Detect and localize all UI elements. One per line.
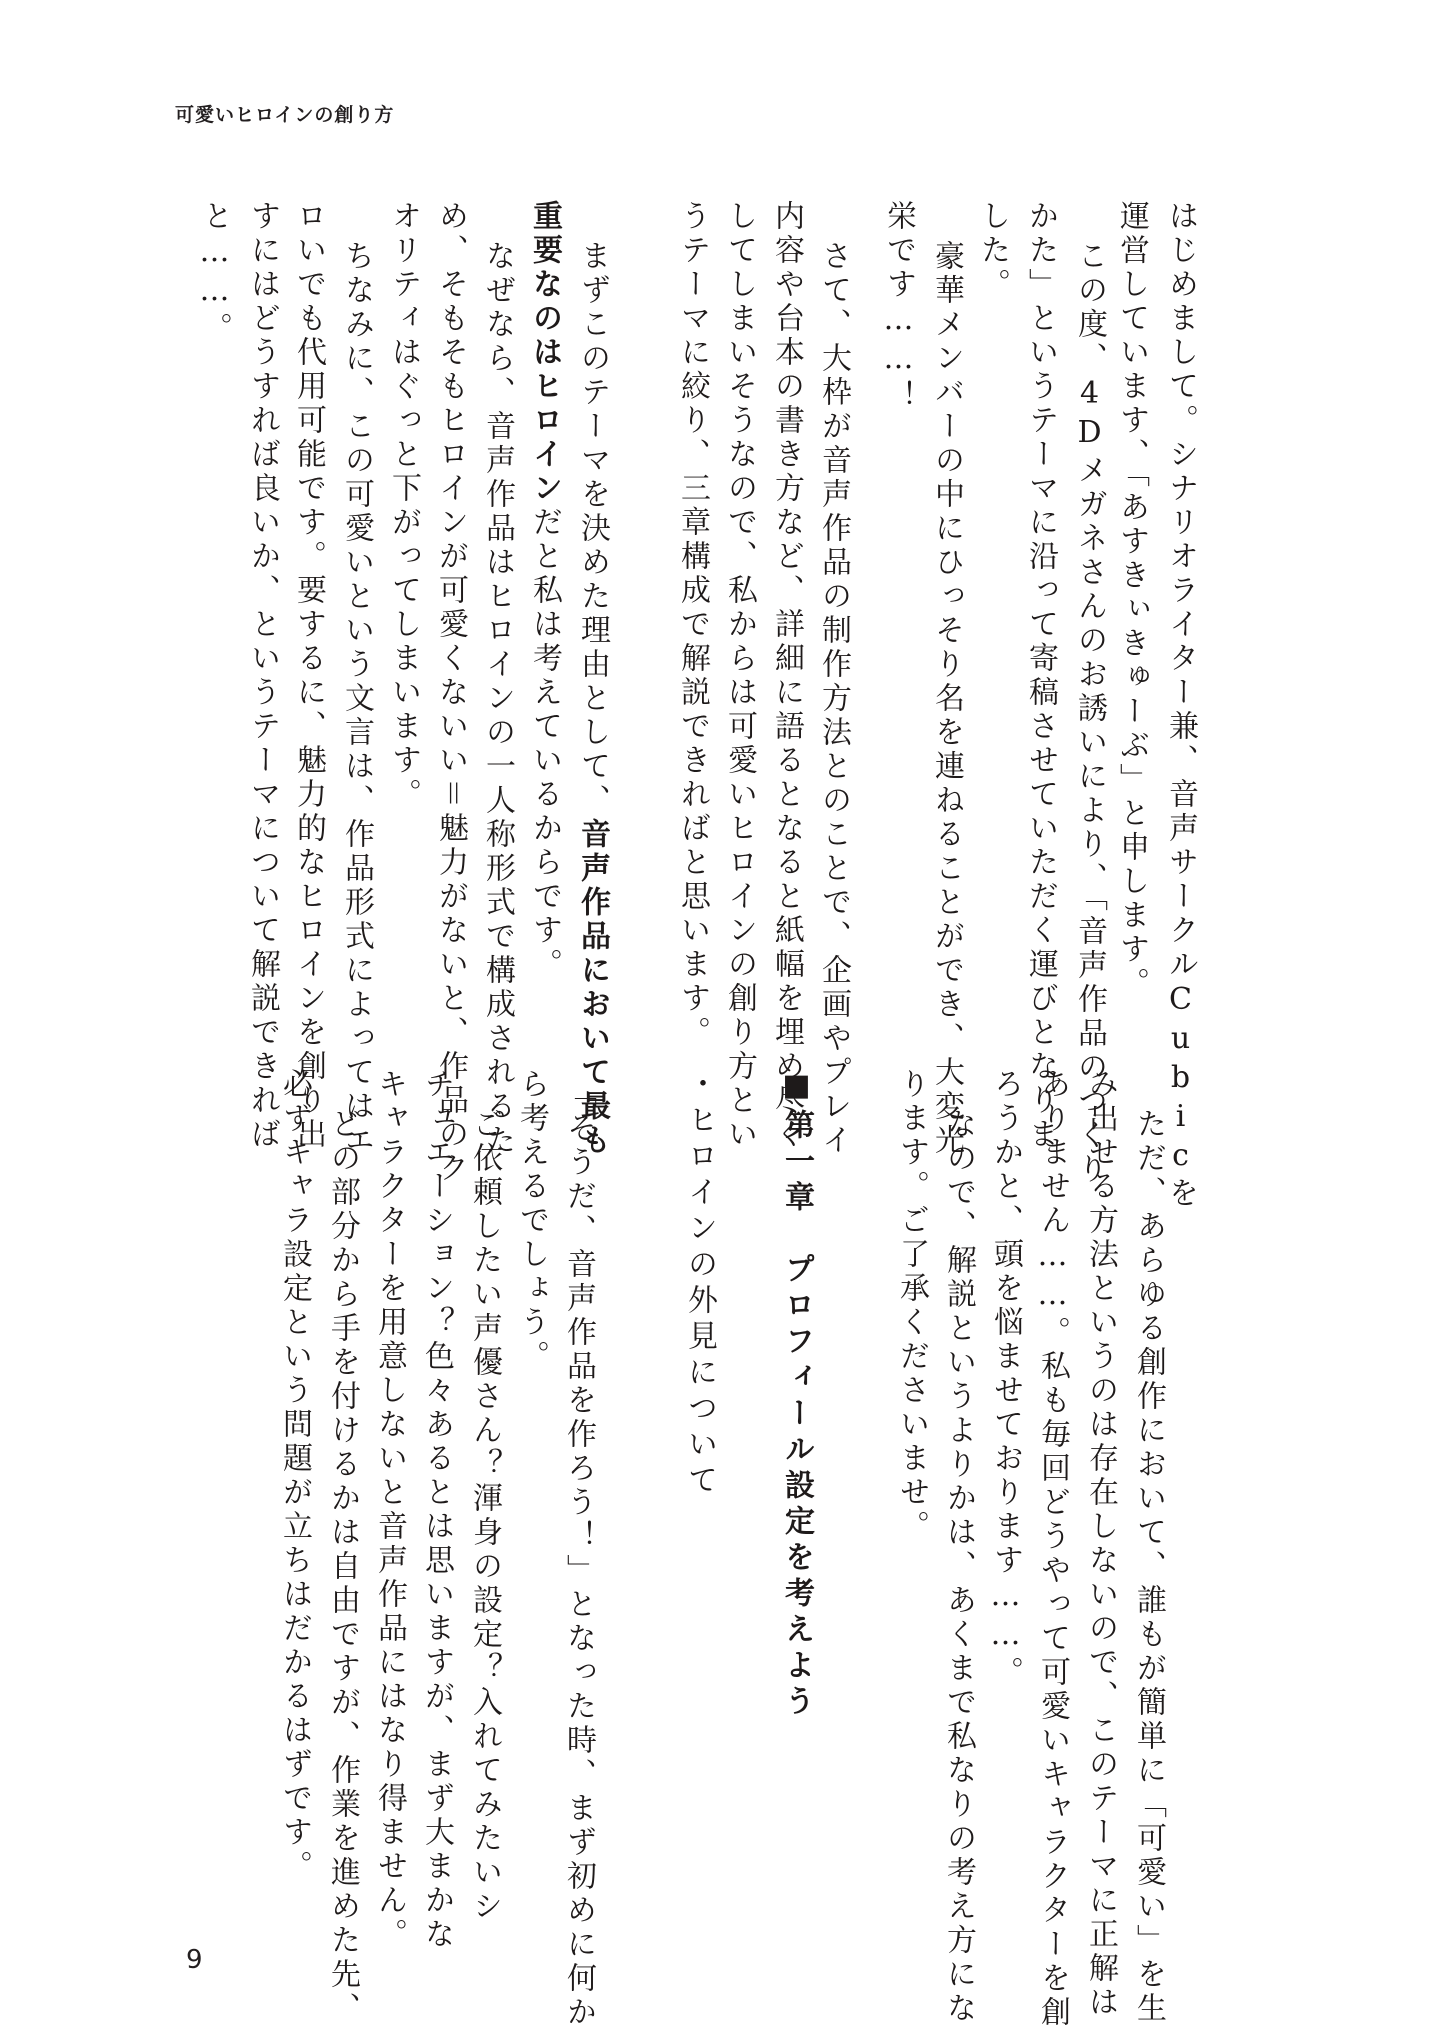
- text-column: キャラクターを用意しないと音声作品にはなり得ません。: [372, 1068, 407, 1952]
- chapter-heading: ■第一章 プロフィール設定を考えよう: [779, 1068, 814, 1721]
- text-column: さて、大枠が音声作品の制作方法とのことで、企画やプレイ: [816, 240, 851, 1158]
- text-column: すにはどうすれば良いか、というテーマについて解説できれば: [245, 200, 280, 1152]
- text-column: ご依頼したい声優さん？渾身の設定？入れてみたいシ: [467, 1108, 502, 1924]
- text-column: した。: [975, 200, 1010, 302]
- text-column: この度、4Dメガネさんのお誘いにより、「音声作品のつくり: [1072, 240, 1107, 1187]
- text-column: 「そうだ、音声作品を作ろう！」となった時、まず初めに何か: [561, 1078, 596, 2030]
- text-column: み出せる方法というのは存在しないので、このテーマに正解は: [1083, 1068, 1118, 2020]
- text-column: してしまいそうなので、私からは可愛いヒロインの創り方とい: [722, 200, 757, 1152]
- text-column: 重要なのはヒロインだと私は考えているからです。: [527, 200, 562, 982]
- text-column: 栄です……！: [881, 200, 916, 414]
- running-head: 可愛いヒロインの創り方: [175, 104, 395, 126]
- text-column: チュエーション？色々あるとは思いますが、まず大まかな: [419, 1068, 454, 1952]
- text-column: なぜなら、音声作品はヒロインの一人称形式で構成されるた: [480, 240, 515, 1158]
- text-column: うテーマに絞り、三章構成で解説できればと思います。: [675, 200, 710, 1050]
- text-column: ありません……。私も毎回どうやって可愛いキャラクターを創: [1035, 1068, 1070, 2030]
- text-column: 内容や台本の書き方など、詳細に語るとなると紙幅を埋め尽く: [769, 200, 804, 1152]
- text-column: なので、解説というよりかは、あくまで私なりの考え方にな: [941, 1108, 976, 2026]
- text-column: かた」というテーマに沿って寄稿させていただく運びとなりま: [1023, 200, 1058, 1152]
- section-heading: ・ヒロインの外見について: [682, 1068, 717, 1500]
- text-column: はじめまして。シナリオライター兼、音声サークルCubicを: [1163, 200, 1198, 1211]
- text-column: オリティはぐっと下がってしまいます。: [386, 200, 421, 812]
- page-number: 9: [186, 1945, 203, 1975]
- text-column: ちなみに、この可愛いという文言は、作品形式によってはエ: [339, 240, 374, 1158]
- text-column: まずこのテーマを決めた理由として、音声作品において最も: [575, 240, 610, 1158]
- text-column: ろうかと、頭を悩ませております……。: [988, 1068, 1023, 1690]
- text-column: どの部分から手を付けるかは自由ですが、作業を進めた先、: [325, 1108, 360, 2026]
- text-column: ロいでも代用可能です。要するに、魅力的なヒロインを創り出: [291, 200, 326, 1152]
- text-column: ります。ご了承くださいませ。: [894, 1068, 929, 1544]
- text-column: と……。: [197, 200, 232, 346]
- text-column: ただ、あらゆる創作において、誰もが簡単に「可愛い」を生: [1131, 1108, 1166, 2026]
- text-column: ら考えるでしょう。: [514, 1068, 549, 1374]
- text-column: 豪華メンバーの中にひっそり名を連ねることができ、大変光: [929, 240, 964, 1158]
- text-column: め、そもそもヒロインが可愛くないい＝魅力がないと、作品のク: [433, 200, 468, 1186]
- text-column: 運営しています、「あすきぃきゅーぶ」と申します。: [1114, 200, 1149, 1001]
- text-column: 必ずキャラ設定という問題が立ちはだかるはずです。: [277, 1068, 312, 1884]
